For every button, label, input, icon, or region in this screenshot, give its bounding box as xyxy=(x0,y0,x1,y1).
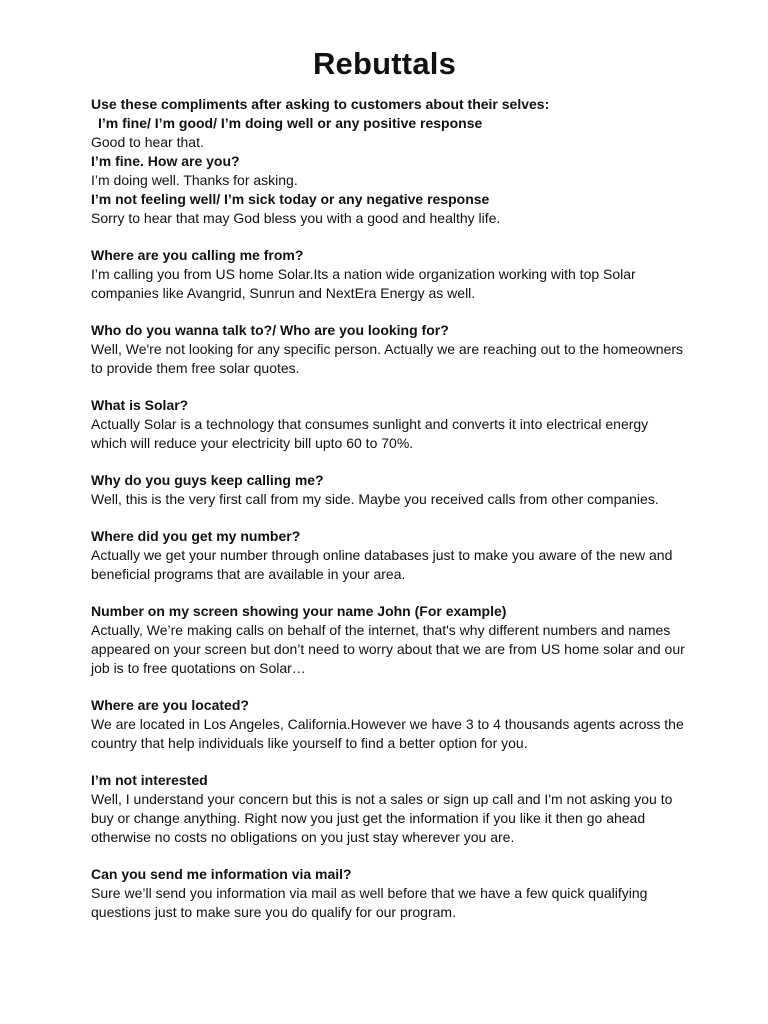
intro-question: I’m fine/ I’m good/ I’m doing well or any positive response xyxy=(98,115,483,131)
intro-question: I’m fine. How are you? xyxy=(91,153,240,169)
section-question: Where are you located? xyxy=(91,697,249,713)
section-answer-line: job is to free quotations on Solar… xyxy=(91,660,306,676)
section-located xyxy=(91,696,684,753)
spacer xyxy=(91,847,678,865)
intro-answer: Good to hear that. xyxy=(91,134,204,150)
section-answer-line: Well, We're not looking for any specific person. Actually we are reaching out to the homeowners xyxy=(91,341,684,357)
section-keep-calling xyxy=(91,471,678,509)
spacer xyxy=(91,678,678,696)
section-answer-line: Well, this is the very first call from my side. Maybe you received calls from other companies. xyxy=(91,491,659,507)
section-question: Who do you wanna talk to?/ Who are you looking for? xyxy=(91,322,449,338)
spacer xyxy=(91,453,678,471)
section-question: What is Solar? xyxy=(91,397,189,413)
section-question: Where did you get my number? xyxy=(91,528,301,544)
section-answer-line: otherwise no costs no obligations on you just stay wherever you are. xyxy=(91,829,515,845)
section-answer-line: which will reduce your electricity bill upto 60 to 70%. xyxy=(91,435,414,451)
section-answer-line: We are located in Los Angeles, California.However we have 3 to 4 thousands agents across the xyxy=(91,716,684,732)
section-answer-line: I’m calling you from US home Solar.Its a nation wide organization working with top Solar xyxy=(91,266,636,282)
section-question: Where are you calling me from? xyxy=(91,247,304,263)
section-question: Number on my screen showing your name John (For example) xyxy=(91,603,507,619)
section-answer-line: Actually Solar is a technology that consumes sunlight and converts it into electrical energy xyxy=(91,416,649,432)
section-number-on-screen xyxy=(91,602,685,678)
intro-answer: Sorry to hear that may God bless you with a good and healthy life. xyxy=(91,210,501,226)
section-answer-line: buy or change anything. Right now you just get the information if you like it then go ahead xyxy=(91,810,646,826)
section-answer-line: appeared on your screen but don’t need to worry about that we are from US home solar and our xyxy=(91,641,685,657)
section-question: Can you send me information via mail? xyxy=(91,866,352,882)
section-answer-line: beneficial programs that are available in your area. xyxy=(91,566,406,582)
document-title: Rebuttals xyxy=(312,46,457,81)
section-answer-line: Sure we’ll send you information via mail as well before that we have a few quick qualifying xyxy=(91,885,648,901)
section-not-interested xyxy=(91,771,678,847)
section-get-number xyxy=(91,527,678,584)
spacer xyxy=(91,228,678,246)
section-answer-line: Actually, We’re making calls on behalf of the internet, that's why different numbers and names xyxy=(91,622,671,638)
section-what-is-solar xyxy=(91,396,678,453)
section-who-to-talk xyxy=(91,321,684,378)
section-answer-line: Well, I understand your concern but this is not a sales or sign up call and I'm not asking you to xyxy=(91,791,673,807)
section-answer-line: Actually we get your number through online databases just to make you aware of the new and xyxy=(91,547,673,563)
section-question: Why do you guys keep calling me? xyxy=(91,472,324,488)
spacer xyxy=(91,303,678,321)
section-answer-line: questions just to make sure you do qualify for our program. xyxy=(91,904,456,920)
intro-question: I’m not feeling well/ I’m sick today or any negative response xyxy=(91,191,490,207)
section-answer-line: companies like Avangrid, Sunrun and NextEra Energy as well. xyxy=(91,285,476,301)
spacer xyxy=(91,753,678,771)
spacer xyxy=(91,378,678,396)
spacer xyxy=(91,509,678,527)
intro-heading: Use these compliments after asking to customers about their selves: xyxy=(91,96,550,112)
section-send-mail xyxy=(91,865,678,922)
section-answer-line: country that help individuals like yourself to find a better option for you. xyxy=(91,735,528,751)
section-question: I’m not interested xyxy=(91,772,208,788)
intro-answer: I’m doing well. Thanks for asking. xyxy=(91,172,298,188)
spacer xyxy=(91,584,678,602)
intro-block xyxy=(91,95,678,228)
section-calling-from xyxy=(91,246,678,303)
section-answer-line: to provide them free solar quotes. xyxy=(91,360,300,376)
